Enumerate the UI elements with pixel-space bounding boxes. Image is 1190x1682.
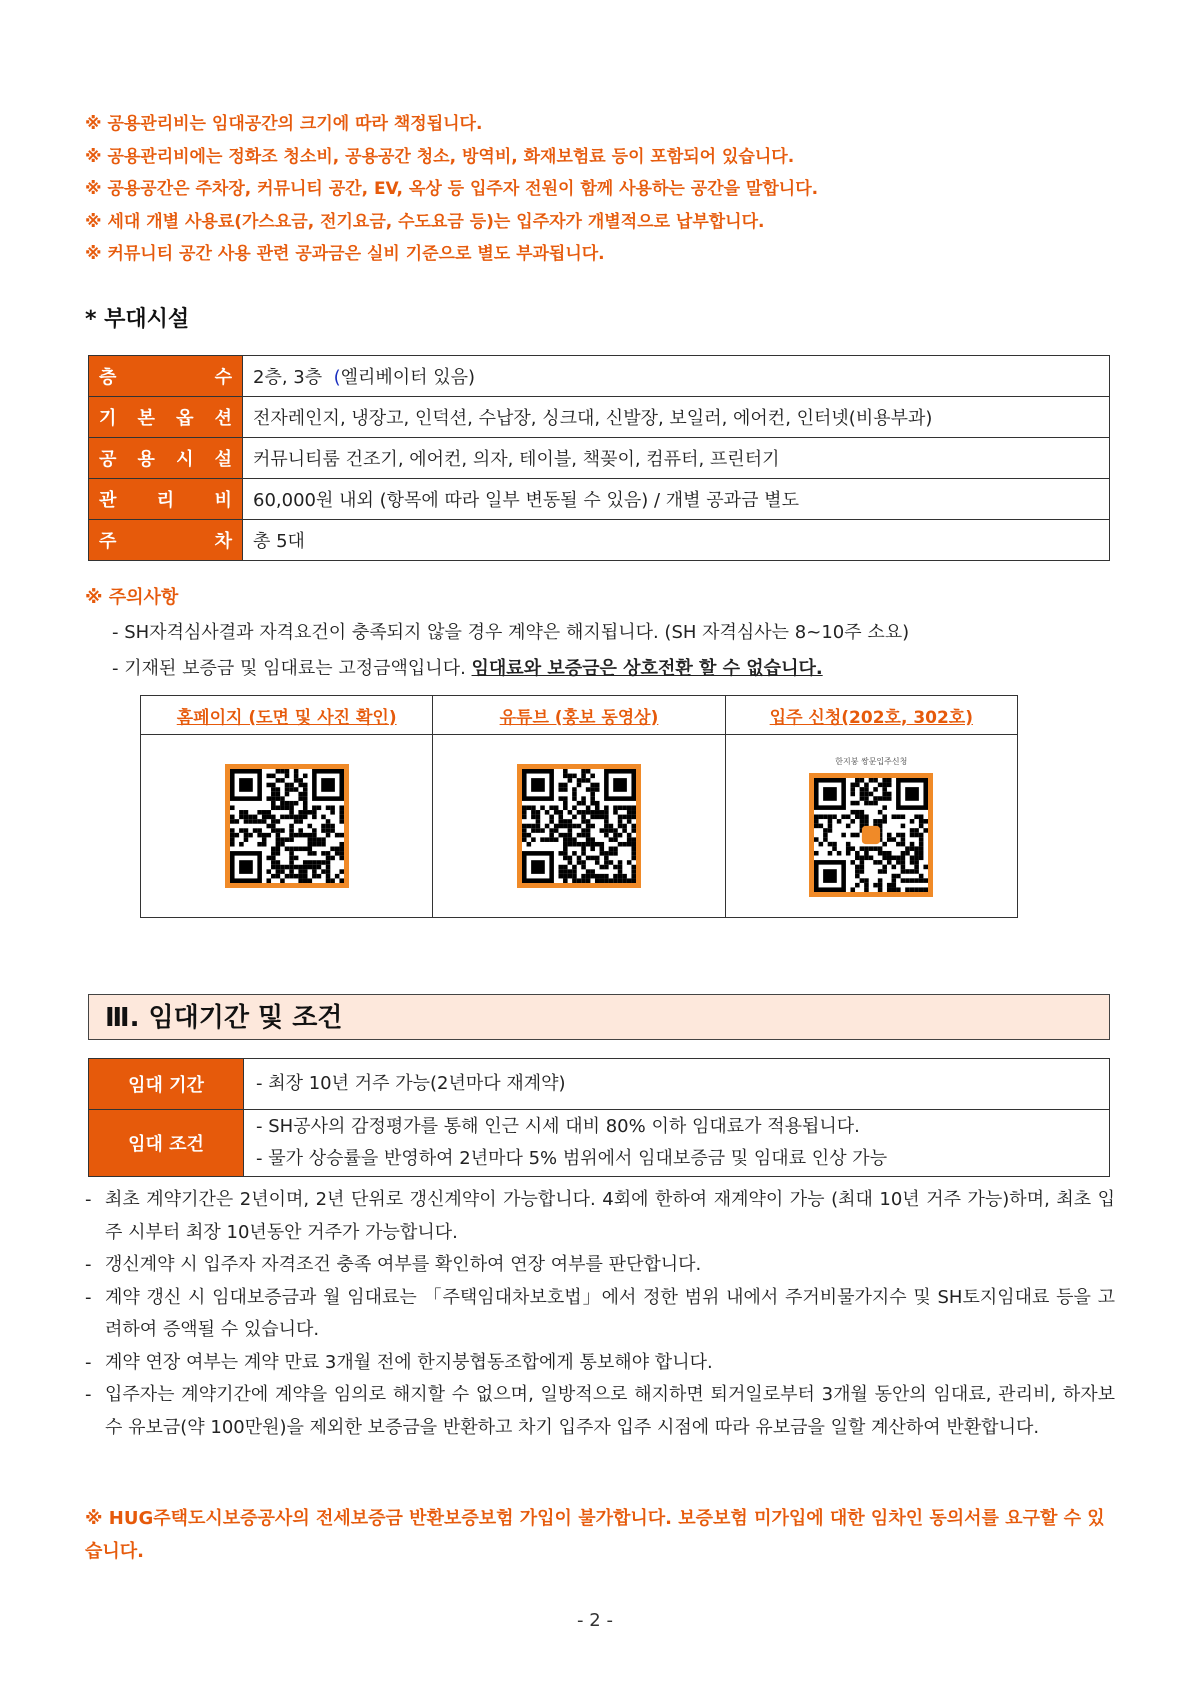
caution-emphasis: 임대료와 보증금은 상호전환 할 수 없습니다.: [471, 658, 823, 679]
fee-notes: [85, 108, 1115, 271]
row-value: - 최장 10년 거주 가능(2년마다 재계약): [244, 1059, 1110, 1110]
table-row: [89, 438, 1110, 479]
list-item: - 갱신계약 시 입주자 자격조건 충족 여부를 확인하여 연장 여부를 판단합니다.: [85, 1249, 1115, 1282]
qr-header-homepage[interactable]: 홈페이지 (도면 및 사진 확인): [141, 696, 433, 735]
fee-note: ※ 공용관리비는 임대공간의 크기에 따라 책정됩니다.: [85, 114, 483, 134]
qr-header-apply[interactable]: 입주 신청(202호, 302호): [725, 696, 1017, 735]
row-value: 60,000원 내외 (항목에 따라 일부 변동될 수 있음) / 개별 공과금 별도: [243, 479, 1110, 520]
list-item: - 입주자는 계약기간에 계약을 임의로 해지할 수 없으며, 일방적으로 해지하면 퇴거일로부터 3개월 동안의 임대료, 관리비, 하자보수 유보금(약 100만원)을 제외한 보증금을 반환하고 차기 입주자 입주 시점에 따라 유보금을 일할 계산하여 반환합니다.: [85, 1379, 1115, 1444]
caution-line: - 기재된 보증금 및 임대료는 고정금액입니다. 임대료와 보증금은 상호전환 할 수 없습니다.: [112, 658, 823, 679]
facilities-table: [88, 355, 1110, 561]
qr-caption: 한지붕 쌍문입주신청: [835, 756, 908, 766]
table-row: [89, 397, 1110, 438]
fee-note: ※ 공용관리비에는 정화조 청소비, 공용공간 청소, 방역비, 화재보험료 등이 포함되어 있습니다.: [85, 146, 795, 167]
row-value: 총 5대: [243, 520, 1110, 561]
row-label: 기 본 옵 션: [89, 397, 243, 438]
lease-conditions-list: [85, 1184, 1115, 1444]
row-value: 커뮤니티룸 건조기, 에어컨, 의자, 테이블, 책꽂이, 컴퓨터, 프린터기: [243, 438, 1110, 479]
row-value: - SH공사의 감정평가를 통해 인근 시세 대비 80% 이하 임대료가 적용됩니다. - 물가 상승률을 반영하여 2년마다 5% 범위에서 임대보증금 및 임대료 인상 가능: [244, 1110, 1110, 1177]
list-item: - 최초 계약기간은 2년이며, 2년 단위로 갱신계약이 가능합니다. 4회에 한하여 재계약이 가능 (최대 10년 거주 가능)하며, 최초 입주 시부터 최장 10년동안 거주가 가능합니다.: [85, 1184, 1115, 1249]
insurance-note: ※ HUG주택도시보증공사의 전세보증금 반환보증보험 가입이 불가합니다. 보증보험 미가입에 대한 임차인 동의서를 요구할 수 있습니다.: [85, 1508, 1105, 1562]
qr-code-icon[interactable]: [809, 773, 933, 897]
page-number: - 2 -: [577, 1610, 613, 1631]
row-label: 주 차: [89, 520, 243, 561]
table-row: [89, 479, 1110, 520]
section-heading: Ⅲ. 임대기간 및 조건: [88, 994, 1110, 1040]
fee-note: ※ 세대 개별 사용료(가스요금, 전기요금, 수도요금 등)는 입주자가 개별적으로 납부합니다.: [85, 211, 765, 232]
qr-code-icon[interactable]: [517, 764, 641, 888]
row-label: 관 리 비: [89, 479, 243, 520]
table-row: [89, 356, 1110, 397]
table-row: [89, 520, 1110, 561]
table-row: [89, 1110, 1110, 1177]
caution-line: - SH자격심사결과 자격요건이 충족되지 않을 경우 계약은 해지됩니다. (SH 자격심사는 8~10주 소요): [112, 622, 910, 643]
list-item: - 계약 갱신 시 임대보증금과 월 임대료는 「주택임대차보호법」에서 정한 범위 내에서 주거비물가지수 및 SH토지임대료 등을 고려하여 증액될 수 있습니다.: [85, 1282, 1115, 1347]
row-label: 임대 조건: [89, 1110, 244, 1177]
row-label: 층 수: [89, 356, 243, 397]
lease-table: [88, 1058, 1110, 1177]
row-value: 전자레인지, 냉장고, 인덕션, 수납장, 싱크대, 신발장, 보일러, 에어컨, 인터넷(비용부과): [243, 397, 1110, 438]
facilities-title: * 부대시설: [85, 307, 190, 332]
qr-table: [140, 695, 1018, 918]
fee-note: ※ 공용공간은 주차장, 커뮤니티 공간, EV, 옥상 등 입주자 전원이 함께 사용하는 공간을 말합니다.: [85, 179, 819, 199]
qr-header-youtube[interactable]: 유튜브 (홍보 동영상): [433, 696, 725, 735]
table-row: [89, 1059, 1110, 1110]
list-item: - 계약 연장 여부는 계약 만료 3개월 전에 한지붕협동조합에게 통보해야 합니다.: [85, 1347, 1115, 1380]
qr-code-icon[interactable]: [225, 764, 349, 888]
row-value: 2층, 3층 (엘리베이터 있음): [243, 356, 1110, 397]
row-label: 임대 기간: [89, 1059, 244, 1110]
fee-note: ※ 커뮤니티 공간 사용 관련 공과금은 실비 기준으로 별도 부과됩니다.: [85, 244, 605, 264]
row-label: 공 용 시 설: [89, 438, 243, 479]
caution-title: ※ 주의사항: [85, 587, 179, 608]
